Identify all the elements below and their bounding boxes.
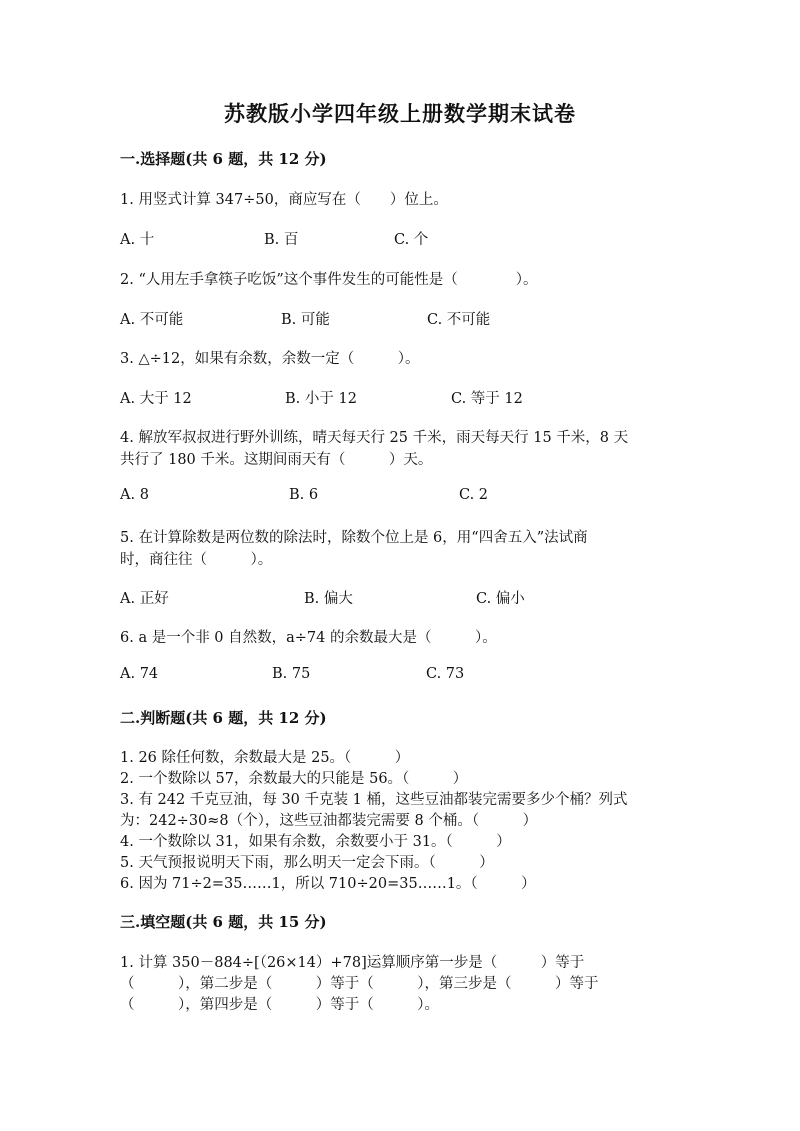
question-5-line-2: 时，商往往（ ）。	[120, 552, 273, 568]
q5-option-c: C. 偏小	[476, 591, 525, 607]
q4-option-a: A. 8	[120, 487, 149, 503]
tf-question-6: 6. 因为 71÷2=35……1，所以 710÷20=35……1。（ ）	[120, 876, 536, 892]
question-4-line-2: 共行了 180 千米。这期间雨天有（ ）天。	[120, 452, 433, 468]
fill-question-1-line-3: （ ），第四步是（ ）等于（ ）。	[120, 997, 439, 1013]
fill-question-1-line-2: （ ），第二步是（ ）等于（ ），第三步是（ ）等于	[120, 976, 599, 992]
q1-option-c: C. 个	[394, 232, 429, 248]
exam-title: 苏教版小学四年级上册数学期末试卷	[224, 101, 576, 126]
q6-option-c: C. 73	[426, 666, 465, 682]
q5-option-b: B. 偏大	[304, 591, 353, 607]
q1-option-b: B. 百	[264, 232, 299, 248]
q4-option-c: C. 2	[459, 487, 489, 503]
tf-question-2: 2. 一个数除以 57，余数最大的只能是 56。（ ）	[120, 771, 468, 787]
question-2: 2. “人用左手拿筷子吃饭”这个事件发生的可能性是（ ）。	[120, 272, 538, 288]
q2-option-a: A. 不可能	[120, 312, 184, 328]
q5-option-a: A. 正好	[120, 591, 169, 607]
q3-option-c: C. 等于 12	[451, 391, 523, 407]
fill-question-1-line-1: 1. 计算 350－884÷[（26×14）+78]运算顺序第一步是（ ）等于	[120, 955, 585, 971]
tf-question-4: 4. 一个数除以 31，如果有余数，余数要小于 31。（ ）	[120, 834, 511, 850]
q3-option-b: B. 小于 12	[285, 391, 357, 407]
tf-question-5: 5. 天气预报说明天下雨，那么明天一定会下雨。（ ）	[120, 855, 494, 871]
question-3: 3. △÷12，如果有余数，余数一定（ ）。	[120, 351, 420, 367]
tf-question-1: 1. 26 除任何数，余数最大是 25。（ ）	[120, 750, 410, 766]
section-heading-true-false: 二.判断题(共 6 题，共 12 分)	[120, 709, 327, 727]
question-1: 1. 用竖式计算 347÷50，商应写在（ ）位上。	[120, 192, 448, 208]
question-4-line-1: 4. 解放军叔叔进行野外训练，晴天每天行 25 千米，雨天每天行 15 千米，8 天	[120, 430, 629, 446]
section-heading-multiple-choice: 一.选择题(共 6 题，共 12 分)	[120, 150, 327, 168]
q1-option-a: A. 十	[120, 232, 155, 248]
tf-question-3-line-1: 3. 有 242 千克豆油，每 30 千克装 1 桶，这些豆油都装完需要多少个桶？列式	[120, 792, 628, 808]
section-heading-fill-in: 三.填空题(共 6 题，共 15 分)	[120, 913, 327, 931]
tf-question-3-line-2: 为：242÷30≈8（个），这些豆油都装完需要 8 个桶。（ ）	[120, 813, 538, 829]
question-6: 6. a 是一个非 0 自然数，a÷74 的余数最大是（ ）。	[120, 630, 497, 646]
q2-option-b: B. 可能	[281, 312, 330, 328]
q4-option-b: B. 6	[289, 487, 319, 503]
q6-option-a: A. 74	[120, 666, 159, 682]
q6-option-b: B. 75	[272, 666, 311, 682]
q2-option-c: C. 不可能	[427, 312, 491, 328]
question-5-line-1: 5. 在计算除数是两位数的除法时，除数个位上是 6，用“四舍五入”法试商	[120, 530, 588, 546]
q3-option-a: A. 大于 12	[120, 391, 192, 407]
